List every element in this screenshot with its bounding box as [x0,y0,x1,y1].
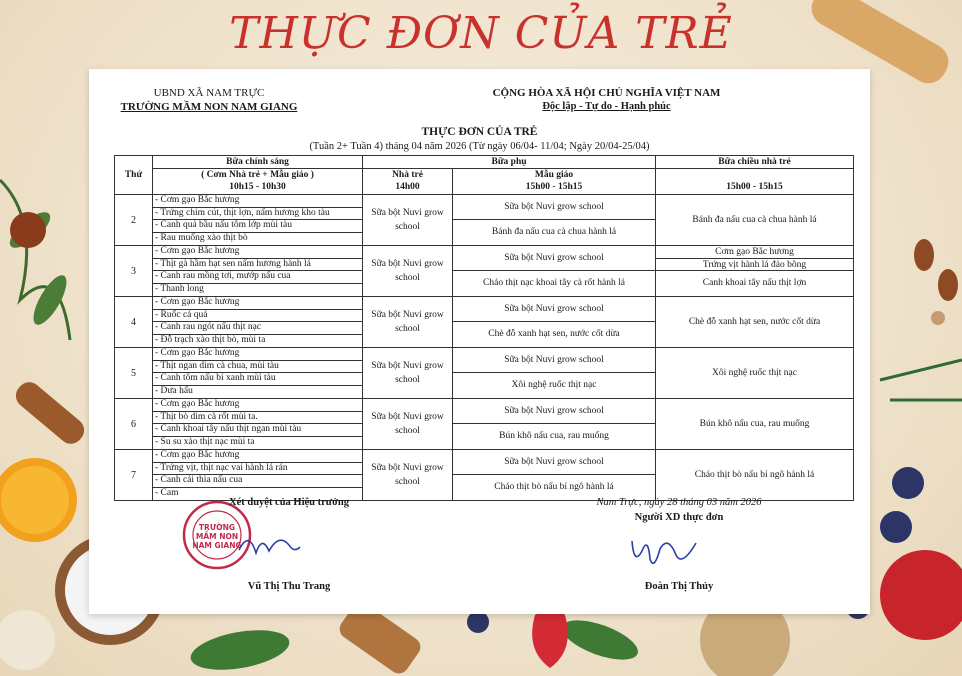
afternoon-cell: Bún khô nấu cua, rau muống [656,399,854,450]
menu-row [115,195,854,246]
main-dish: - Cam [155,487,179,498]
afternoon-dish: Trứng vịt hành lá đảo bông [656,259,853,272]
header-mau-giao: Mẫu giáo [453,169,656,182]
country-name: CỘNG HÒA XÃ HỘI CHỦ NGHĨA VIỆT NAM [492,87,721,99]
nha-tre-cell: Sữa bột Nuvi grow school [363,399,453,450]
principal-name: Vũ Thị Thu Trang [247,581,331,592]
main-dish: - Trứng chim cút, thịt lợn, nấm hương kho tàu [155,207,330,218]
header-mau-giao-time: 15h00 - 15h15 [453,182,656,195]
chef-name: Đoàn Thị Thủy [644,581,714,592]
afternoon-cell: Bánh đa nấu cua cà chua hành lá [656,195,854,246]
mau-giao-dish: Sữa bột Nuvi grow school [453,246,655,271]
main-dish: - Thanh long [155,283,204,294]
main-dish: - Cơm gạo Bắc hương [155,348,240,358]
day-cell: 4 [115,297,153,348]
mau-giao-dish: Bánh đa nấu cua cà chua hành lá [491,227,617,237]
header-main-time: 10h15 - 10h30 [153,182,363,195]
district-name: UBND XÃ NAM TRỰC [153,87,265,99]
afternoon-cell: Xôi nghệ ruốc thịt nạc [656,348,854,399]
main-dish: - Canh tôm nấu bí xanh mùi tàu [155,373,276,383]
main-dish: - Dưa hấu [155,385,193,396]
principal-signature [234,525,304,565]
mau-giao-dish: Sữa bột Nuvi grow school [453,348,655,373]
mau-giao-dish: Chè đỗ xanh hạt sen, nước cốt dừa [488,329,620,339]
document-title: THỰC ĐƠN CỦA TRẺ [421,126,538,138]
main-dish: - Canh rau ngót nấu thịt nạc [155,322,262,332]
afternoon-cell [656,246,854,297]
mau-giao-dish: Sữa bột Nuvi grow school [453,399,655,424]
nha-tre-cell: Sữa bột Nuvi grow school [363,195,453,246]
main-meal-cell [153,195,363,246]
menu-document [89,69,870,614]
main-dish: - Thịt gà hầm hạt sen nấm hương hành lá [155,258,311,269]
header-nha-tre-time: 14h00 [363,182,453,195]
main-dish: - Canh rau mồng tơi, mướp nấu cua [155,271,291,281]
menu-row [115,348,854,399]
mau-giao-dish: Cháo thịt bò nấu bí ngô hành lá [494,482,614,492]
mau-giao-dish: Cháo thịt nạc khoai tây cà rốt hành lá [483,278,625,288]
main-dish: - Trứng vịt, thịt nạc vai hành lá rán [155,462,288,473]
menu-row [115,297,854,348]
main-dish: - Thịt bò dim cà rốt mùi ta. [155,411,258,422]
main-dish: - Cơm gạo Bắc hương [155,297,240,307]
chef-role: Người XD thực đơn [634,512,724,523]
day-cell: 6 [115,399,153,450]
mau-giao-dish: Sữa bột Nuvi grow school [453,450,655,475]
menu-table [114,155,854,501]
mau-giao-cell [453,450,656,501]
main-dish: - Cơm gạo Bắc hương [155,450,240,460]
mau-giao-cell [453,195,656,246]
menu-body [115,195,854,501]
afternoon-dish: Cơm gạo Bắc hương [656,246,853,259]
menu-row [115,450,854,501]
afternoon-cell: Cháo thịt bò nấu bí ngô hành lá [656,450,854,501]
menu-row [115,246,854,297]
main-dish: - Đỗ trạch xào thịt bò, mùi ta [155,334,266,345]
main-dish: - Su su xào thịt nạc mùi ta [155,436,255,447]
main-dish: - Canh cải thìa nấu cua [155,475,243,485]
mau-giao-cell [453,348,656,399]
main-meal-cell [153,246,363,297]
header-nha-tre: Nhà trẻ [363,169,453,182]
header-snack: Bữa phụ [363,156,656,169]
main-meal-cell [153,297,363,348]
national-motto: Độc lập - Tự do - Hạnh phúc [542,101,671,112]
header-main-meal: Bữa chính sáng [153,156,363,169]
header-afternoon: Bữa chiều nhà trẻ [656,156,854,169]
nha-tre-cell: Sữa bột Nuvi grow school [363,246,453,297]
mau-giao-dish: Sữa bột Nuvi grow school [453,297,655,322]
stamp-text: TRƯỜNG MẦM NON NAM GIANG [192,523,242,550]
day-cell: 5 [115,348,153,399]
mau-giao-cell [453,246,656,297]
document-subtitle: (Tuần 2+ Tuần 4) tháng 04 năm 2026 (Từ ngày 06/04- 11/04; Ngày 20/04-25/04) [309,141,650,152]
main-dish: - Cơm gạo Bắc hương [155,195,240,205]
mau-giao-cell [453,399,656,450]
mau-giao-dish: Sữa bột Nuvi grow school [453,195,655,220]
nha-tre-cell: Sữa bột Nuvi grow school [363,348,453,399]
banner-title: THỰC ĐƠN CỦA TRẺ [229,8,733,59]
afternoon-cell: Chè đỗ xanh hạt sen, nước cốt dừa [656,297,854,348]
main-dish: - Canh khoai tây nấu thịt ngan mùi tàu [155,424,302,434]
school-name: TRƯỜNG MẦM NON NAM GIANG [120,101,298,113]
main-meal-cell [153,348,363,399]
mau-giao-dish: Bún khô nấu cua, rau muống [499,431,609,441]
header-left [109,86,309,114]
sign-date: Nam Trực, ngày 28 tháng 03 năm 2026 [596,497,762,508]
main-dish: - Cơm gạo Bắc hương [155,246,240,256]
mau-giao-cell [453,297,656,348]
chef-signature [624,531,704,576]
mau-giao-dish: Xôi nghệ ruốc thịt nạc [511,380,597,390]
menu-row [115,399,854,450]
main-meal-cell [153,399,363,450]
main-dish: - Canh quả bầu nấu tôm lớp mùi tàu [155,220,292,230]
header-afternoon-time: 15h00 - 15h15 [656,182,854,195]
main-dish: - Ruốc cá quả [155,309,208,320]
header-right [459,86,754,114]
day-cell: 2 [115,195,153,246]
day-cell: 7 [115,450,153,501]
main-dish: - Rau muống xào thịt bò [155,232,248,243]
header-main-sub: ( Cơm Nhà trẻ + Mẫu giáo ) [153,169,363,182]
afternoon-dish: Canh khoai tây nấu thịt lợn [702,278,807,288]
principal-role: Xét duyệt của Hiệu trưởng [228,497,350,508]
day-cell: 3 [115,246,153,297]
nha-tre-cell: Sữa bột Nuvi grow school [363,297,453,348]
header-thu: Thứ [115,156,153,195]
main-dish: - Cơm gạo Bắc hương [155,399,240,409]
main-dish: - Thịt ngan dim cà chua, mùi tàu [155,360,279,371]
main-meal-cell [153,450,363,501]
nha-tre-cell: Sữa bột Nuvi grow school [363,450,453,501]
